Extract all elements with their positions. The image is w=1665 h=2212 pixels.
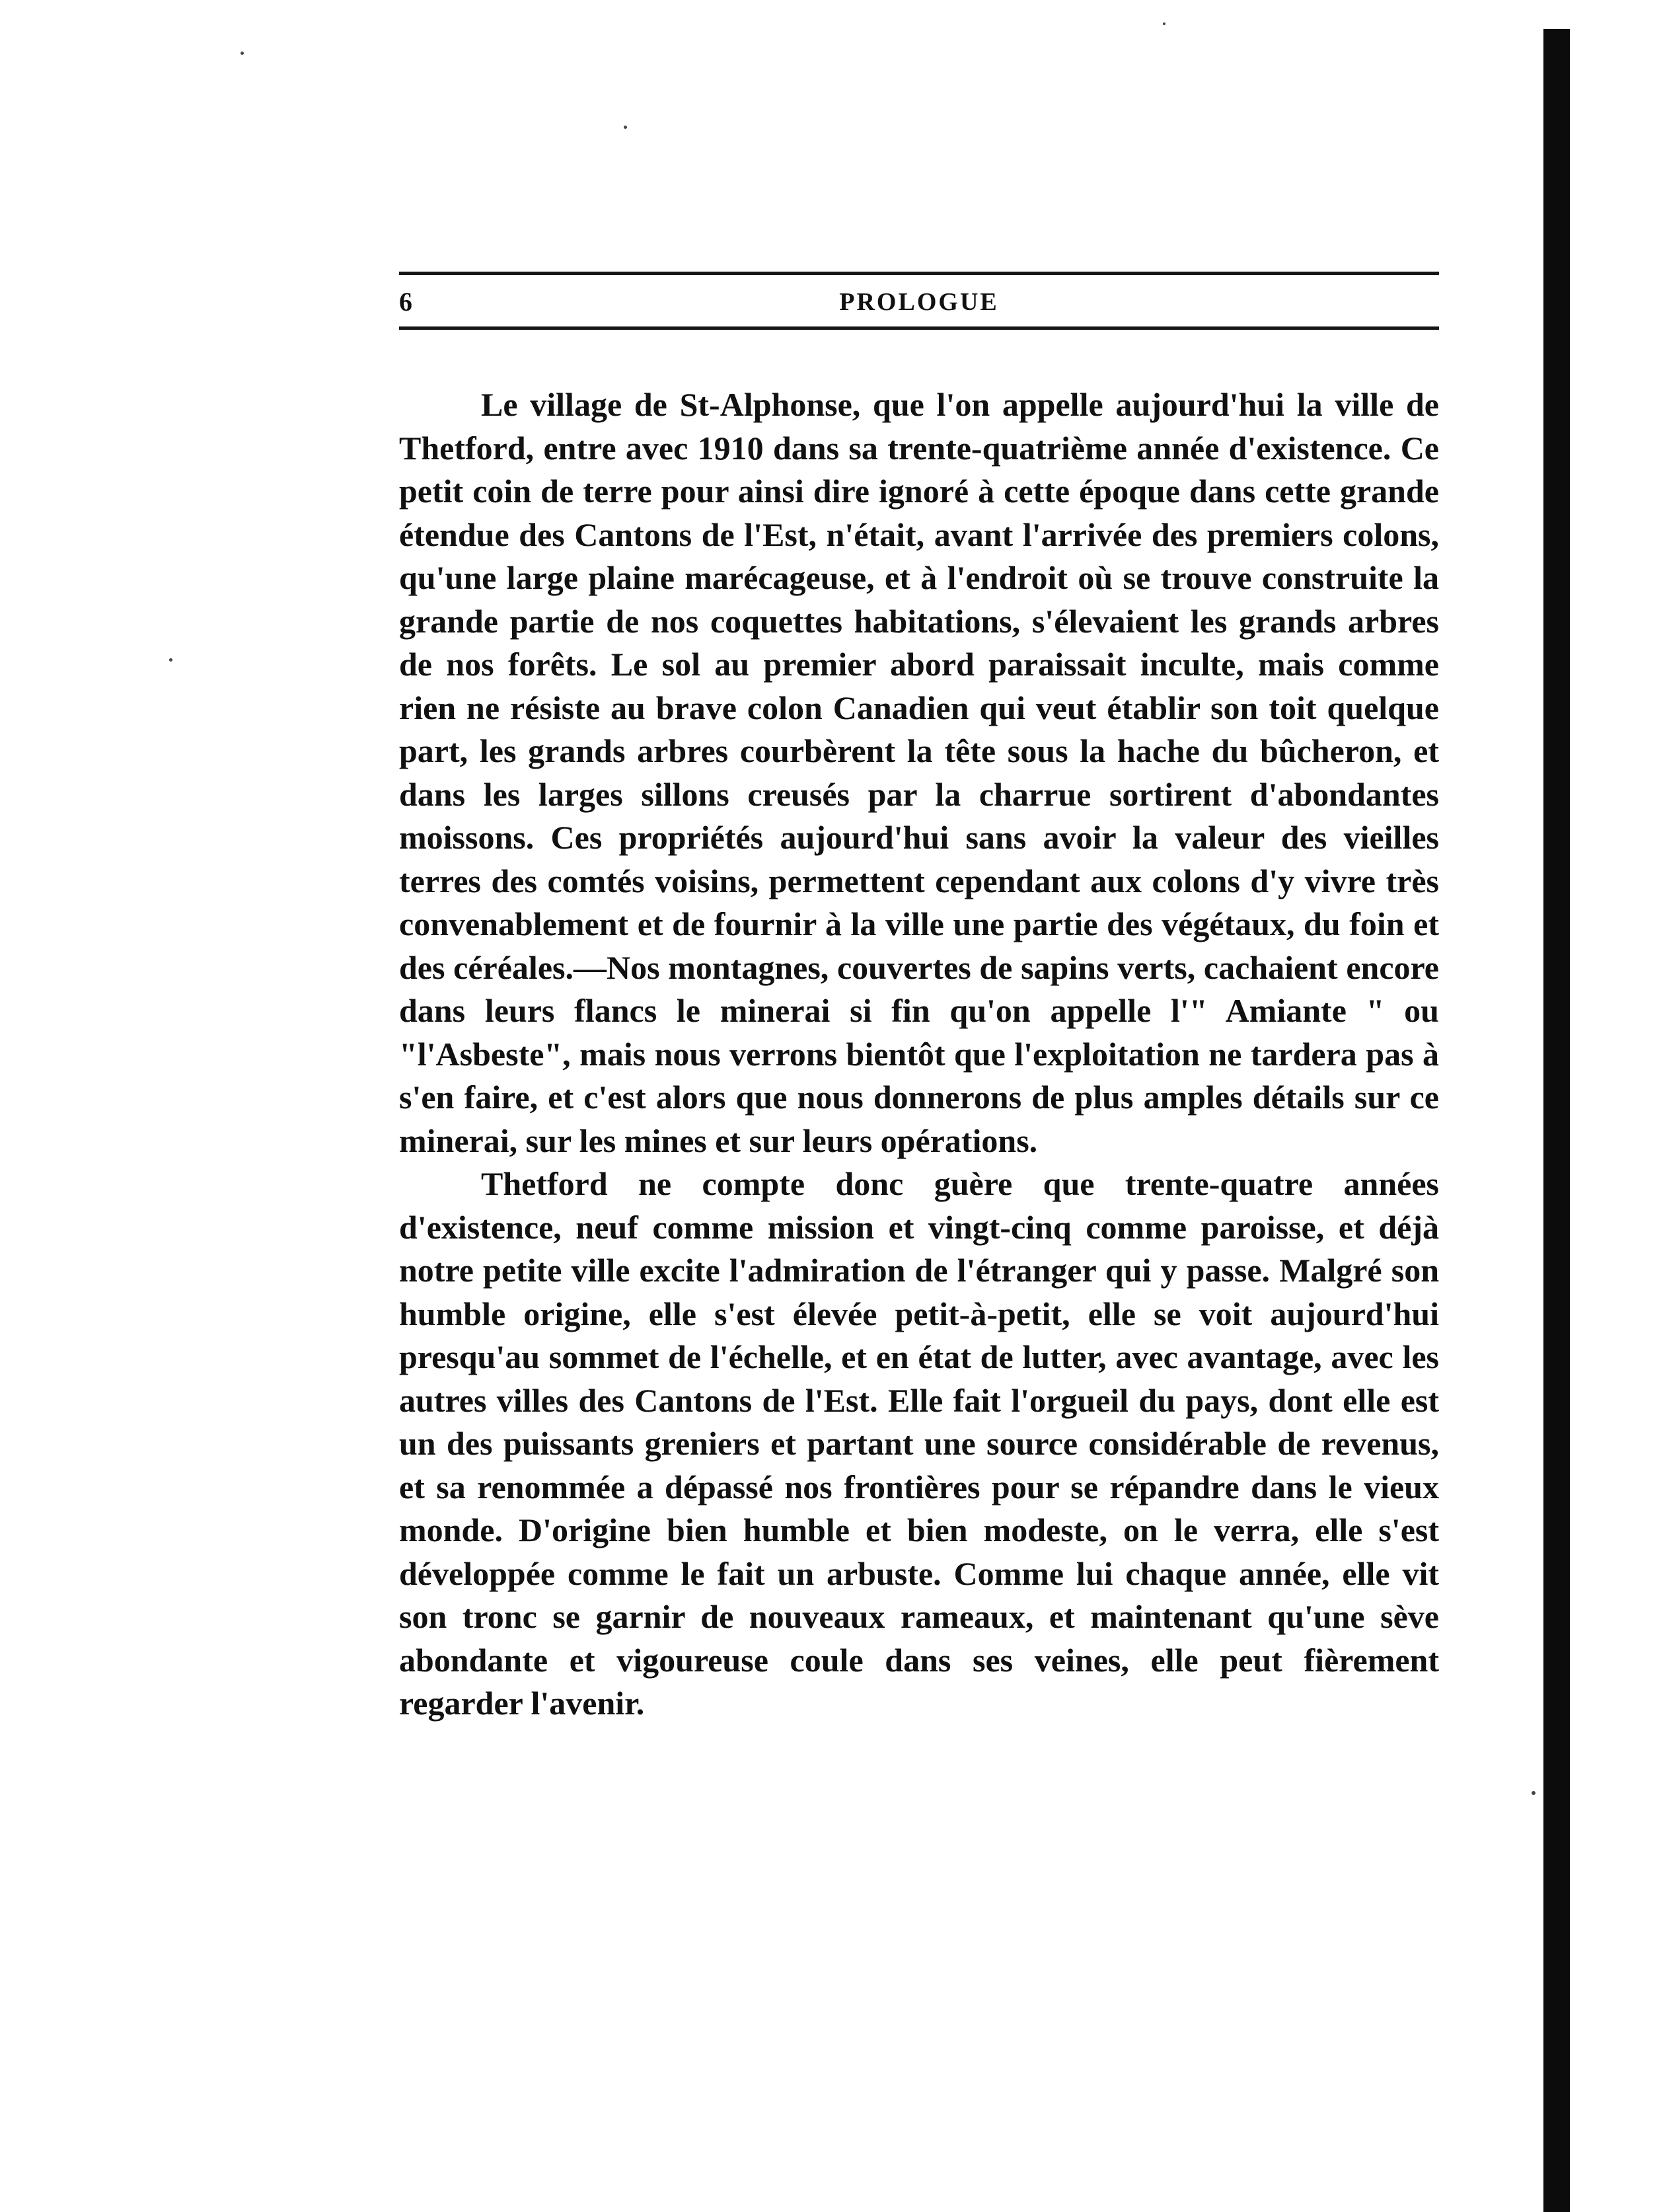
scan-speck xyxy=(624,126,627,129)
page-number: 6 xyxy=(399,287,412,317)
header-bottom-rule xyxy=(399,326,1439,330)
binding-edge-shadow xyxy=(1543,29,1570,2212)
running-title: PROLOGUE xyxy=(839,288,999,316)
header-top-rule xyxy=(399,272,1439,275)
scan-speck xyxy=(1532,1791,1536,1795)
paragraph: Le village de St-Alphonse, que l'on appelle aujourd'hui la ville de Thetford, entre avec 1910 dans sa trente-quatrième année d'existence. Ce petit coin de terre pour ainsi dire ignoré à cette époque dans cette grande étendue des Cantons de l'Est, n'était, avant l'arrivée des premiers colons, qu'une large plaine marécageuse, et à l'endroit où se trouve construite la grande partie de nos coquettes habitations, s'élevaient les grands arbres de nos forêts. Le sol au premier abord paraissait inculte, mais comme rien ne résiste au brave colon Canadien qui veut établir son toit quelque part, les grands arbres courbèrent la tête sous la hache du bûcheron, et dans les larges sillons creusés par la charrue sortirent d'abondantes moissons. Ces propriétés aujourd'hui sans avoir la valeur des vieilles terres des comtés voisins, permettent cependant aux colons d'y vivre très convenablement et de fournir à la ville une partie des végétaux, du foin et des céréales.—Nos montagnes, couvertes de sapins verts, cachaient encore dans leurs flancs le minerai si fin qu'on appelle l'" Amiante " ou "l'Asbeste", mais nous verrons bientôt que l'exploitation ne tardera pas à s'en faire, et c'est alors que nous donnerons de plus amples détails sur ce minerai, sur les mines et sur leurs opérations. xyxy=(399,386,1439,1159)
scan-speck xyxy=(1163,22,1166,25)
running-header xyxy=(399,266,1439,338)
scan-speck xyxy=(240,52,244,55)
body-text xyxy=(399,383,1439,1726)
paragraph: Thetford ne compte donc guère que trente-quatre années d'existence, neuf comme mission et vingt-cinq comme paroisse, et déjà notre petite ville excite l'admiration de l'étranger qui y passe. Malgré son humble origine, elle s'est élevée petit-à-petit, elle se voit aujourd'hui presqu'au sommet de l'échelle, et en état de lutter, avec avantage, avec les autres villes des Cantons de l'Est. Elle fait l'orgueil du pays, dont elle est un des puissants greniers et partant une source considérable de revenus, et sa renommée a dépassé nos frontières pour se répandre dans le vieux monde. D'origine bien humble et bien modeste, on le verra, elle s'est développée comme le fait un arbuste. Comme lui chaque année, elle vit son tronc se garnir de nouveaux rameaux, et maintenant qu'une sève abondante et vigoureuse coule dans ses veines, elle peut fièrement regarder l'avenir. xyxy=(399,1165,1439,1722)
scan-speck xyxy=(169,658,172,662)
